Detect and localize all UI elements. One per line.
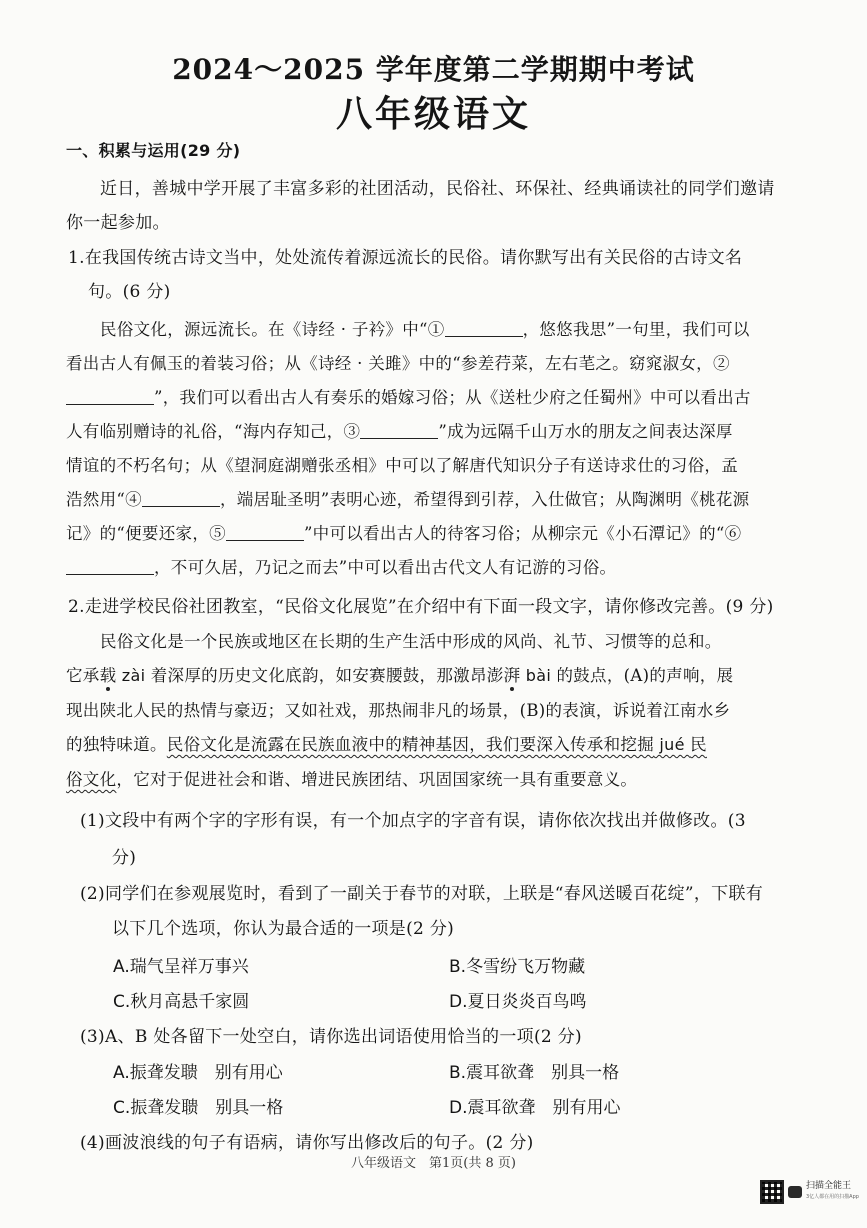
blank-6[interactable] bbox=[66, 558, 154, 576]
pinyin: bài bbox=[520, 666, 557, 685]
q2-text-line-5 bbox=[66, 766, 637, 790]
q1-passage-line-4 bbox=[66, 418, 733, 442]
wavy-sentence: 民俗文化是流露在民族血液中的精神基因，我们要深入传承和挖掘 bbox=[166, 735, 655, 754]
pinyin: jué bbox=[654, 735, 691, 754]
section-heading: 一、积累与运用(29 分) bbox=[66, 141, 241, 160]
q1-passage-line-2: 看出古人有佩玉的着装习俗；从《诗经 · 关雎》中的“参差荇菜，左右芼之。窈窕淑女，② bbox=[66, 354, 730, 373]
q1-text: ，端居耻圣明”表明心迹，希望得到引荐，入仕做官；从陶渊明《桃花源 bbox=[219, 490, 750, 509]
q1-text: ，不可久居，乃记之而去”中可以看出古代文人有记游的习俗。 bbox=[154, 558, 617, 577]
blank-5[interactable] bbox=[226, 524, 304, 542]
subject-title: 八年级语文 bbox=[335, 93, 531, 135]
q1-text: ，悠悠我思”一句里，我们可以 bbox=[522, 320, 750, 339]
option-a[interactable]: A.振聋发聩 别有用心 bbox=[113, 1063, 283, 1083]
q2-sub2-line-2: 以下几个选项，你认为最合适的一项是(2 分) bbox=[112, 919, 455, 939]
scanner-watermark bbox=[760, 1180, 859, 1204]
q2-sub1-line-2: 分) bbox=[112, 848, 137, 868]
q2-sub1-line-1: (1)文段中有两个字的字形有误，有一个加点字的字音有误，请你依次找出并做修改。(3 bbox=[80, 811, 746, 831]
q1-passage-line-6 bbox=[66, 486, 749, 510]
q1-text: 记》的“便要还家，⑤ bbox=[66, 524, 226, 543]
q1-text: 浩然用“④ bbox=[66, 490, 142, 509]
q1-stem-line-2: 句。(6 分) bbox=[88, 282, 171, 302]
q2-text: 它承 bbox=[66, 666, 100, 685]
q1-text: 民俗文化，源远流长。在《诗经 · 子衿》中“① bbox=[100, 320, 445, 339]
blank-3[interactable] bbox=[360, 422, 438, 440]
exam-title: 2024～2025 学年度第二学期期中考试 bbox=[172, 53, 695, 86]
q2-sub4-stem: (4)画波浪线的句子有语病，请你写出修改后的句子。(2 分) bbox=[80, 1133, 534, 1153]
q1-passage-line-1 bbox=[100, 316, 750, 340]
option-b[interactable]: B.震耳欲聋 别具一格 bbox=[449, 1063, 620, 1083]
q2-sub2-line-1: (2)同学们在参观展览时，看到了一副关于春节的对联，上联是“春风送暖百花绽”，下联有 bbox=[80, 884, 764, 904]
option-c[interactable]: C.秋月高悬千家圆 bbox=[113, 992, 250, 1012]
blank-4[interactable] bbox=[142, 490, 220, 508]
q1-passage-line-8 bbox=[66, 554, 616, 578]
q2-text-line-4 bbox=[66, 731, 707, 755]
q1-text: ”中可以看出古人的待客习俗；从柳宗元《小石潭记》的“⑥ bbox=[303, 524, 742, 543]
option-c[interactable]: C.振聋发聩 别具一格 bbox=[113, 1098, 284, 1118]
q1-passage-line-3 bbox=[66, 384, 751, 408]
dotted-char: 载 bbox=[99, 666, 117, 685]
wavy-sentence: 俗文化 bbox=[66, 770, 117, 789]
q2-stem: 2.走进学校民俗社团教室，“民俗文化展览”在介绍中有下面一段文字，请你修改完善。(9 分) bbox=[68, 597, 774, 617]
q1-text: ”成为远隔千山万水的朋友之间表达深厚 bbox=[438, 422, 733, 441]
q2-text: 的独特味道。 bbox=[66, 735, 167, 754]
q2-text: 的鼓点，(A)的声响，展 bbox=[556, 666, 734, 685]
scanner-label bbox=[806, 1181, 859, 1203]
q2-sub3-stem: (3)A、B 处各留下一处空白，请你选出词语使用恰当的一项(2 分) bbox=[80, 1027, 582, 1047]
option-b[interactable]: B.冬雪纷飞万物藏 bbox=[449, 957, 586, 977]
blank-2[interactable] bbox=[66, 388, 154, 406]
q1-text: ”，我们可以看出古人有奏乐的婚嫁习俗；从《送杜少府之任蜀州》中可以看出古 bbox=[154, 388, 751, 407]
scanner-logo-icon bbox=[788, 1186, 802, 1198]
scanner-name: 扫描全能王 bbox=[806, 1181, 852, 1191]
option-a[interactable]: A.瑞气呈祥万事兴 bbox=[113, 957, 249, 977]
q2-text: 着深厚的历史文化底韵，如安赛腰鼓，那激昂澎 bbox=[150, 666, 504, 685]
qr-code-icon bbox=[760, 1180, 784, 1204]
scanner-sub: 3亿人都在用的扫描App bbox=[806, 1194, 859, 1200]
pinyin: zài bbox=[116, 666, 151, 685]
q1-passage-line-7 bbox=[66, 520, 741, 544]
q2-text-line-1: 民俗文化是一个民族或地区在长期的生产生活中形成的风尚、礼节、习惯等的总和。 bbox=[100, 632, 722, 651]
q1-passage-line-5: 情谊的不朽名句；从《望洞庭湖赠张丞相》中可以了解唐代知识分子有送诗求仕的习俗，孟 bbox=[66, 456, 738, 475]
q2-text: ，它对于促进社会和谐、增进民族团结、巩固国家统一具有重要意义。 bbox=[116, 770, 638, 789]
option-d[interactable]: D.夏日炎炎百鸟鸣 bbox=[449, 992, 587, 1012]
blank-1[interactable] bbox=[445, 320, 523, 338]
option-d[interactable]: D.震耳欲聋 别有用心 bbox=[449, 1098, 621, 1118]
dotted-char: 湃 bbox=[503, 666, 521, 685]
intro-line-1: 近日，善城中学开展了丰富多彩的社团活动，民俗社、环保社、经典诵读社的同学们邀请 bbox=[100, 179, 775, 199]
page-footer: 八年级语文 第1页(共 8 页) bbox=[351, 1156, 516, 1171]
q2-text-line-2 bbox=[66, 662, 733, 686]
q1-text: 人有临别赠诗的礼俗，“海内存知己，③ bbox=[66, 422, 361, 441]
q1-stem-line-1: 1.在我国传统古诗文当中，处处流传着源远流长的民俗。请你默写出有关民俗的古诗文名 bbox=[68, 248, 743, 268]
wavy-sentence: 民 bbox=[690, 735, 707, 754]
intro-line-2: 你一起参加。 bbox=[66, 213, 170, 233]
q2-text-line-3: 现出陕北人民的热情与豪迈；又如社戏，那热闹非凡的场景，(B)的表演，诉说着江南水乡 bbox=[66, 701, 731, 720]
